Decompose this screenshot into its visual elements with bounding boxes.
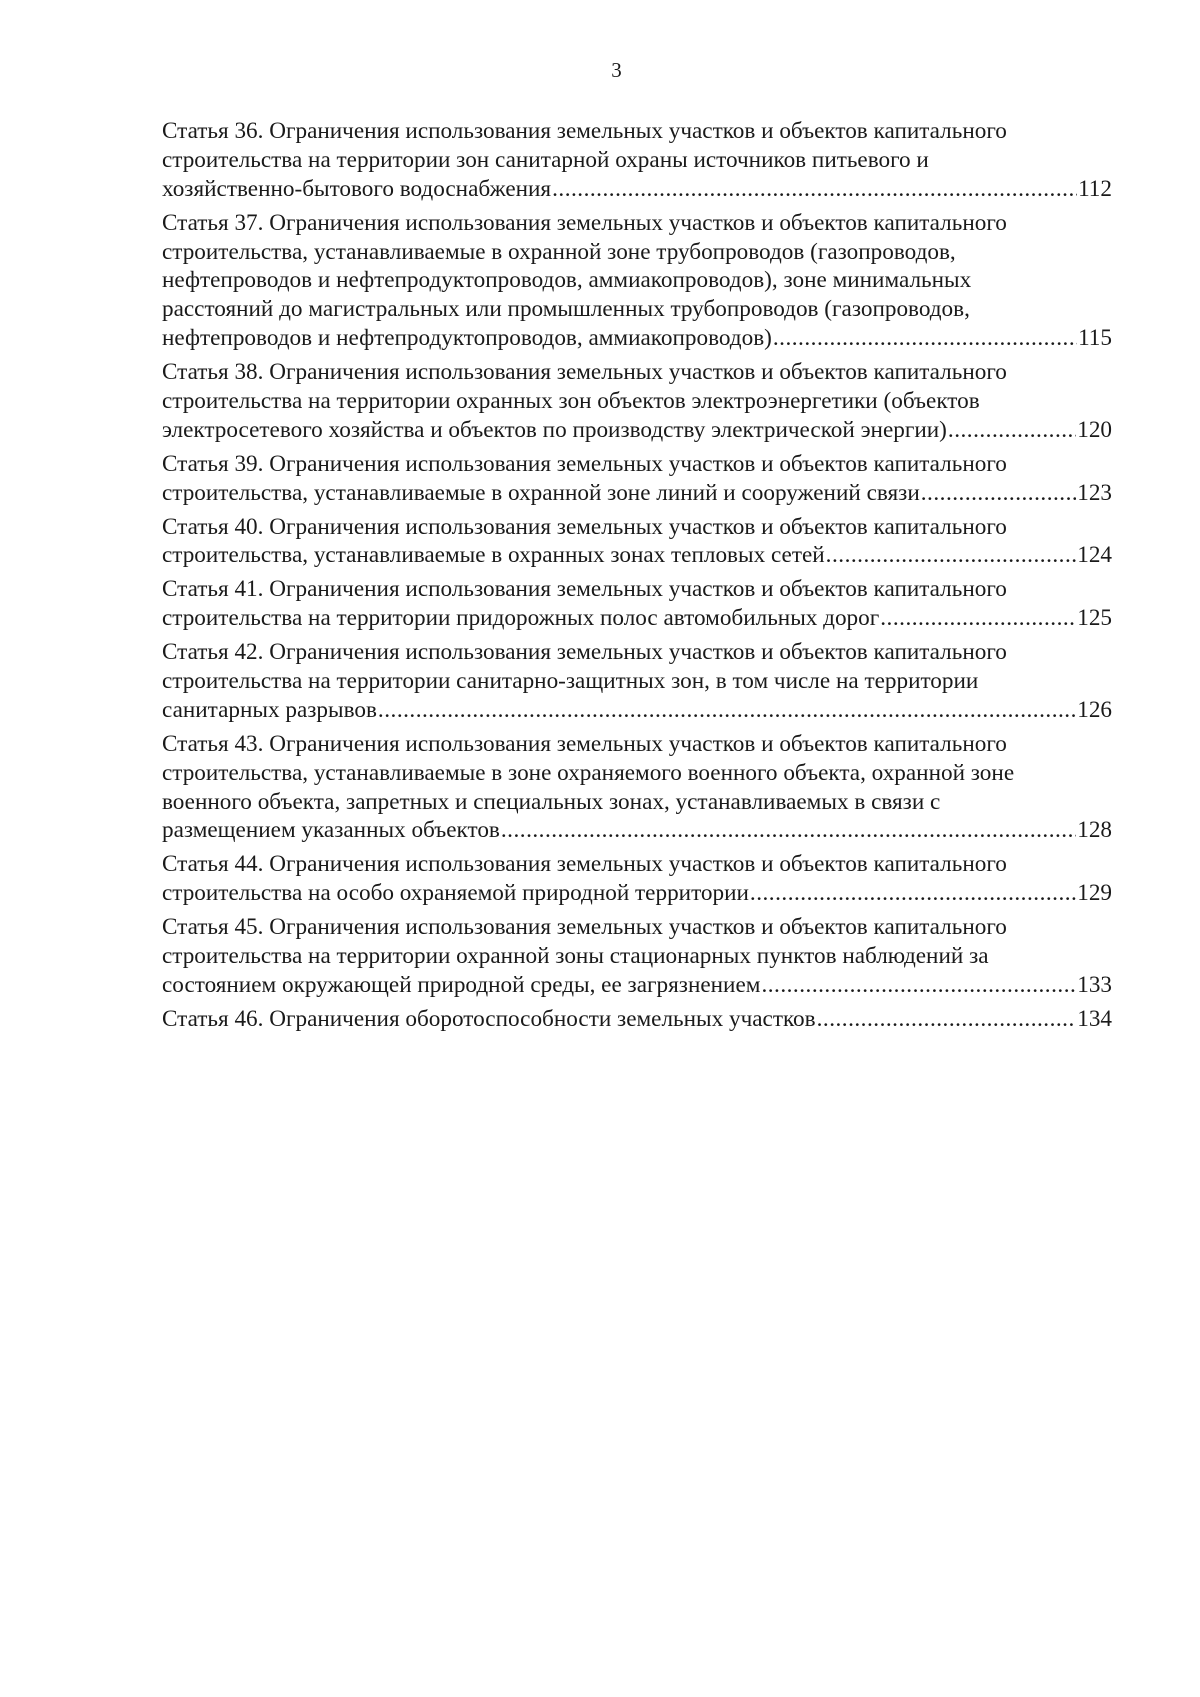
- page-number: 3: [611, 58, 622, 82]
- table-of-contents: [162, 117, 1112, 1039]
- toc-entry-6[interactable]: [162, 575, 1112, 633]
- dot-leader: [826, 541, 1077, 570]
- toc-entry-last-line: [162, 175, 1112, 204]
- toc-entry-last-text: Статья 46. Ограничения оборотоспособности земельных участков: [162, 1005, 816, 1032]
- toc-page-ref: 126: [1077, 696, 1112, 723]
- toc-entry-line: военного объекта, запретных и специальных зонах, устанавливаемых в связи с: [162, 788, 941, 815]
- toc-entry-line: Статья 44. Ограничения использования земельных участков и объектов капитального: [162, 851, 1007, 878]
- toc-page-ref: 129: [1077, 880, 1112, 907]
- dot-leader: [552, 175, 1077, 204]
- toc-entry-line: Статья 39. Ограничения использования земельных участков и объектов капитального: [162, 450, 1007, 477]
- toc-entry-line: Статья 41. Ограничения использования земельных участков и объектов капитального: [162, 576, 1007, 603]
- toc-entry-last-text: строительства на территории придорожных полос автомобильных дорог: [162, 605, 880, 632]
- dot-leader: [773, 324, 1077, 353]
- toc-entry-line: Статья 36. Ограничения использования земельных участков и объектов капитального: [162, 118, 1007, 144]
- toc-entry-9[interactable]: [162, 850, 1112, 908]
- toc-entry-last-text: строительства на особо охраняемой природной территории: [162, 880, 749, 907]
- toc-entry-last-line: [162, 971, 1112, 1000]
- toc-entry-last-line: [162, 416, 1112, 445]
- dot-leader: [817, 1005, 1077, 1034]
- dot-leader: [378, 696, 1076, 725]
- toc-entry-last-line: [162, 816, 1112, 845]
- dot-leader: [501, 816, 1076, 845]
- toc-entry-line: строительства на территории охранной зоны стационарных пунктов наблюдений за: [162, 943, 989, 970]
- dot-leader: [761, 971, 1076, 1000]
- toc-entry-last-line: [162, 541, 1112, 570]
- toc-entry-line: Статья 37. Ограничения использования земельных участков и объектов капитального: [162, 209, 1007, 236]
- dot-leader: [948, 416, 1076, 445]
- toc-entry-last-line: [162, 324, 1112, 353]
- toc-entry-line: строительства, устанавливаемые в зоне охраняемого военного объекта, охранной зоне: [162, 759, 1015, 786]
- toc-entry-4[interactable]: [162, 450, 1112, 508]
- toc-entry-last-line: [162, 879, 1112, 908]
- dot-leader: [921, 479, 1076, 508]
- toc-entry-11[interactable]: [162, 1005, 1112, 1034]
- toc-entry-8[interactable]: [162, 730, 1112, 846]
- toc-entry-last-line: [162, 696, 1112, 725]
- toc-entry-10[interactable]: [162, 913, 1112, 1000]
- toc-entry-line: строительства, устанавливаемые в охранной зоне трубопроводов (газопроводов,: [162, 238, 956, 265]
- toc-page-ref: 120: [1077, 416, 1112, 443]
- toc-entry-last-line: [162, 479, 1112, 508]
- toc-entry-last-text: хозяйственно-бытового водоснабжения: [162, 175, 552, 202]
- toc-entry-line: Статья 45. Ограничения использования земельных участков и объектов капитального: [162, 914, 1007, 941]
- toc-entry-line: строительства на территории санитарно-защитных зон, в том числе на территории: [162, 668, 979, 695]
- toc-page-ref: 133: [1077, 971, 1112, 998]
- toc-page-ref: 125: [1077, 605, 1112, 632]
- toc-entry-last-text: электросетевого хозяйства и объектов по производству электрической энергии): [162, 416, 947, 443]
- toc-entry-line: нефтепроводов и нефтепродуктопроводов, аммиакопроводов), зоне минимальных: [162, 267, 972, 294]
- toc-page-ref: 123: [1077, 479, 1112, 506]
- toc-entry-last-text: санитарных разрывов: [162, 696, 377, 723]
- toc-entry-line: Статья 42. Ограничения использования земельных участков и объектов капитального: [162, 639, 1007, 666]
- toc-entry-3[interactable]: [162, 358, 1112, 445]
- toc-entry-1[interactable]: [162, 117, 1112, 204]
- toc-entry-last-line: [162, 1005, 1112, 1034]
- toc-entry-last-line: [162, 604, 1112, 633]
- toc-entry-last-text: размещением указанных объектов: [162, 817, 500, 844]
- toc-entry-line: расстояний до магистральных или промышленных трубопроводов (газопроводов,: [162, 296, 970, 323]
- toc-entry-5[interactable]: [162, 513, 1112, 571]
- dot-leader: [750, 879, 1076, 908]
- toc-entry-line: Статья 38. Ограничения использования земельных участков и объектов капитального: [162, 359, 1007, 386]
- toc-entry-line: Статья 43. Ограничения использования земельных участков и объектов капитального: [162, 730, 1007, 757]
- toc-entry-last-text: нефтепроводов и нефтепродуктопроводов, аммиакопроводов): [162, 325, 772, 352]
- dot-leader: [880, 604, 1076, 633]
- toc-entry-last-text: состоянием окружающей природной среды, ее загрязнением: [162, 971, 761, 998]
- toc-entry-line: Статья 40. Ограничения использования земельных участков и объектов капитального: [162, 513, 1007, 540]
- toc-page-ref: 124: [1077, 542, 1112, 569]
- toc-entry-2[interactable]: [162, 209, 1112, 353]
- toc-entry-line: строительства на территории зон санитарной охраны источников питьевого и: [162, 146, 929, 173]
- toc-page-ref: 112: [1078, 175, 1112, 202]
- toc-entry-line: строительства на территории охранных зон объектов электроэнергетики (объектов: [162, 388, 980, 415]
- toc-entry-last-text: строительства, устанавливаемые в охранной зоне линий и сооружений связи: [162, 479, 920, 506]
- toc-page-ref: 128: [1077, 817, 1112, 844]
- toc-entry-7[interactable]: [162, 638, 1112, 725]
- toc-entry-last-text: строительства, устанавливаемые в охранных зонах тепловых сетей: [162, 542, 825, 569]
- toc-page-ref: 115: [1078, 325, 1112, 352]
- toc-page-ref: 134: [1077, 1005, 1112, 1032]
